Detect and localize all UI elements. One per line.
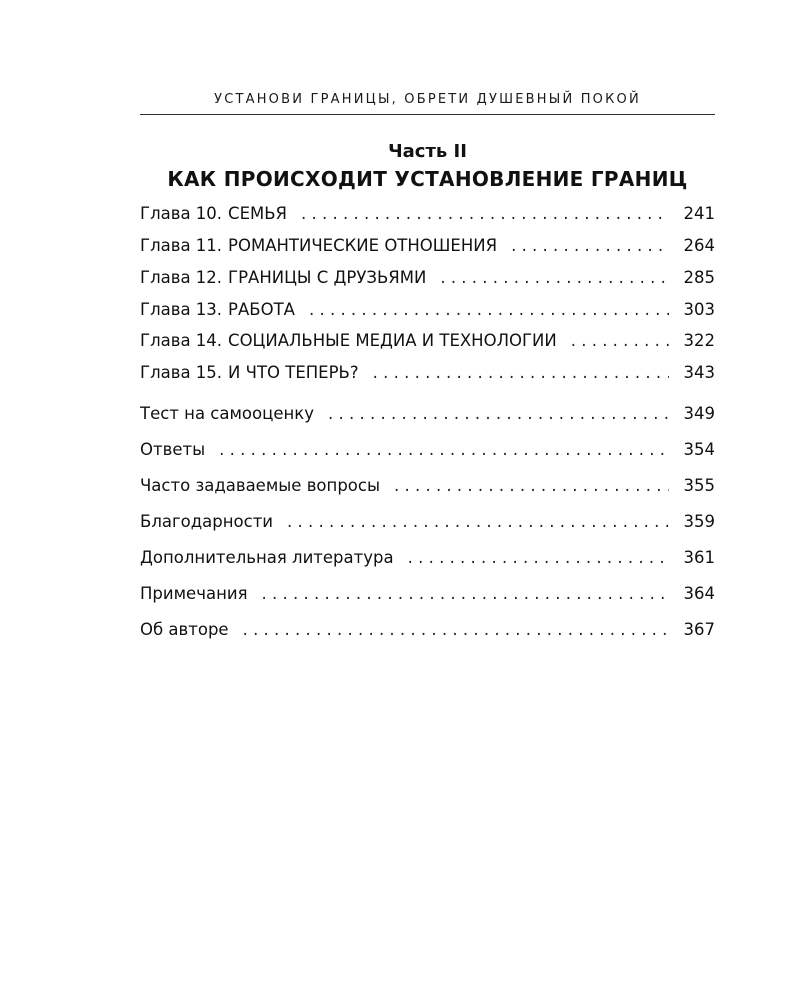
dot-leader (571, 331, 669, 350)
toc-entry-title: Ответы (140, 440, 206, 459)
chapter-title: РАБОТА (228, 300, 295, 319)
chapter-number: Глава 12. (140, 268, 223, 287)
page-number: 285 (683, 268, 715, 287)
dot-leader (243, 620, 669, 639)
page-number: 364 (683, 584, 715, 603)
toc-entry-chapter-12 (140, 268, 715, 292)
page-number: 241 (683, 204, 715, 223)
toc-entry-label (140, 331, 557, 350)
toc-entry-title: Благодарности (140, 512, 274, 531)
dot-leader (219, 440, 669, 459)
dot-leader (511, 236, 669, 255)
chapter-title: ГРАНИЦЫ С ДРУЗЬЯМИ (228, 268, 427, 287)
dot-leader (262, 584, 670, 603)
page-number: 354 (683, 440, 715, 459)
toc-entry-faq (140, 476, 715, 500)
header-divider (140, 114, 715, 115)
toc-entry-further-reading (140, 548, 715, 572)
toc-entry-title: Об авторе (140, 620, 229, 639)
chapter-title: И ЧТО ТЕПЕРЬ? (228, 363, 359, 382)
page-number: 322 (683, 331, 715, 350)
dot-leader (373, 363, 669, 382)
toc-entry-title: Дополнительная литература (140, 548, 394, 567)
dot-leader (309, 300, 669, 319)
toc-entry-title: Примечания (140, 584, 248, 603)
chapter-number: Глава 11. (140, 236, 223, 255)
toc-entry-label (140, 204, 287, 223)
page-number: 355 (683, 476, 715, 495)
dot-leader (394, 476, 669, 495)
chapter-title: РОМАНТИЧЕСКИЕ ОТНОШЕНИЯ (228, 236, 498, 255)
page-number: 361 (683, 548, 715, 567)
part-label: Часть II (388, 141, 467, 162)
dot-leader (408, 548, 669, 567)
chapter-title: СЕМЬЯ (228, 204, 288, 223)
running-header: УСТАНОВИ ГРАНИЦЫ, ОБРЕТИ ДУШЕВНЫЙ ПОКОЙ (214, 92, 641, 107)
chapter-number: Глава 10. (140, 204, 223, 223)
toc-entry-chapter-10 (140, 204, 715, 228)
page-number: 264 (683, 236, 715, 255)
toc-entry-acknowledgements (140, 512, 715, 536)
chapter-title: СОЦИАЛЬНЫЕ МЕДИА И ТЕХНОЛОГИИ (228, 331, 557, 350)
page-number: 367 (683, 620, 715, 639)
dot-leader (287, 512, 669, 531)
toc-entry-title: Часто задаваемые вопросы (140, 476, 380, 495)
chapter-number: Глава 14. (140, 331, 223, 350)
toc-entry-label (140, 236, 497, 255)
toc-entry-chapter-11 (140, 236, 715, 260)
toc-entry-chapter-13 (140, 300, 715, 324)
toc-entry-chapter-14 (140, 331, 715, 355)
toc-entry-label (140, 268, 426, 287)
chapter-number: Глава 13. (140, 300, 223, 319)
toc-entry-self-test (140, 404, 715, 428)
chapter-number: Глава 15. (140, 363, 223, 382)
dot-leader (440, 268, 669, 287)
toc-entry-notes (140, 584, 715, 608)
dot-leader (328, 404, 669, 423)
dot-leader (301, 204, 669, 223)
page-number: 349 (683, 404, 715, 423)
toc-entry-answers (140, 440, 715, 464)
toc-entry-chapter-15 (140, 363, 715, 387)
toc-entry-about-author (140, 620, 715, 644)
page-number: 359 (683, 512, 715, 531)
toc-entry-title: Тест на самооценку (140, 404, 315, 423)
part-title: КАК ПРОИСХОДИТ УСТАНОВЛЕНИЕ ГРАНИЦ (167, 167, 688, 191)
book-page (140, 0, 715, 1000)
page-number: 303 (683, 300, 715, 319)
toc-entry-label (140, 363, 359, 382)
page-number: 343 (683, 363, 715, 382)
toc-entry-label (140, 300, 295, 319)
